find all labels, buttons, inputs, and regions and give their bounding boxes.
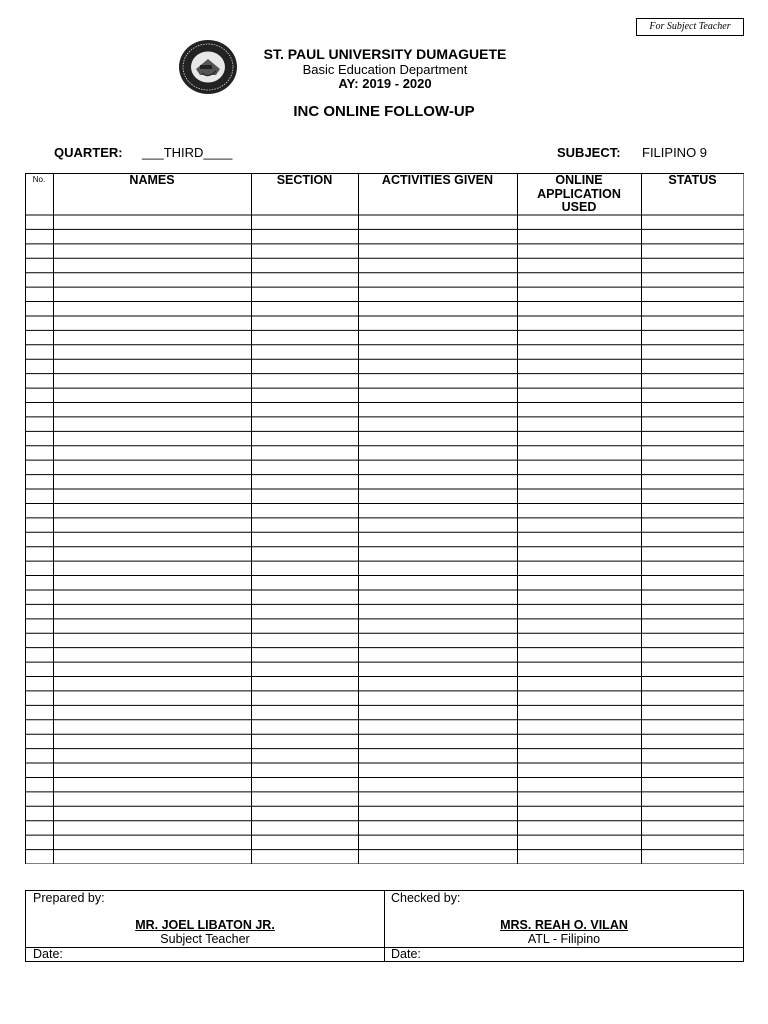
signature-block — [25, 890, 744, 962]
university-seal-logo — [178, 39, 238, 95]
column-header-no: No. — [32, 175, 46, 184]
prepared-by-name: MR. JOEL LIBATON JR. — [135, 918, 275, 932]
date-divider — [26, 947, 743, 948]
checked-date-label: Date: — [391, 947, 421, 961]
follow-up-table — [25, 173, 744, 864]
column-header-status: STATUS — [668, 173, 717, 187]
subject-label: SUBJECT: — [557, 145, 621, 160]
column-header-online-app: ONLINE APPLICATION USED — [537, 173, 621, 214]
academic-year: AY: 2019 - 2020 — [338, 76, 432, 91]
checked-by-role: ATL - Filipino — [527, 932, 601, 946]
school-name: ST. PAUL UNIVERSITY DUMAGUETE — [263, 46, 507, 62]
prepared-by-role: Subject Teacher — [160, 932, 250, 946]
column-header-names: NAMES — [129, 173, 175, 187]
quarter-label: QUARTER: — [54, 145, 123, 160]
form-tag: For Subject Teacher — [636, 18, 744, 36]
prepared-by-label: Prepared by: — [33, 891, 105, 905]
department-name: Basic Education Department — [302, 62, 468, 77]
table-grid-lines — [25, 173, 744, 864]
checked-by-label: Checked by: — [391, 891, 461, 905]
quarter-value: ___THIRD____ — [142, 145, 233, 160]
column-header-section: SECTION — [276, 173, 333, 187]
subject-value: FILIPINO 9 — [642, 145, 708, 160]
prepared-date-label: Date: — [33, 947, 63, 961]
page-title: INC ONLINE FOLLOW-UP — [293, 103, 475, 120]
column-header-activities: ACTIVITIES GIVEN — [381, 173, 494, 187]
checked-by-name: MRS. REAH O. VILAN — [500, 918, 628, 932]
